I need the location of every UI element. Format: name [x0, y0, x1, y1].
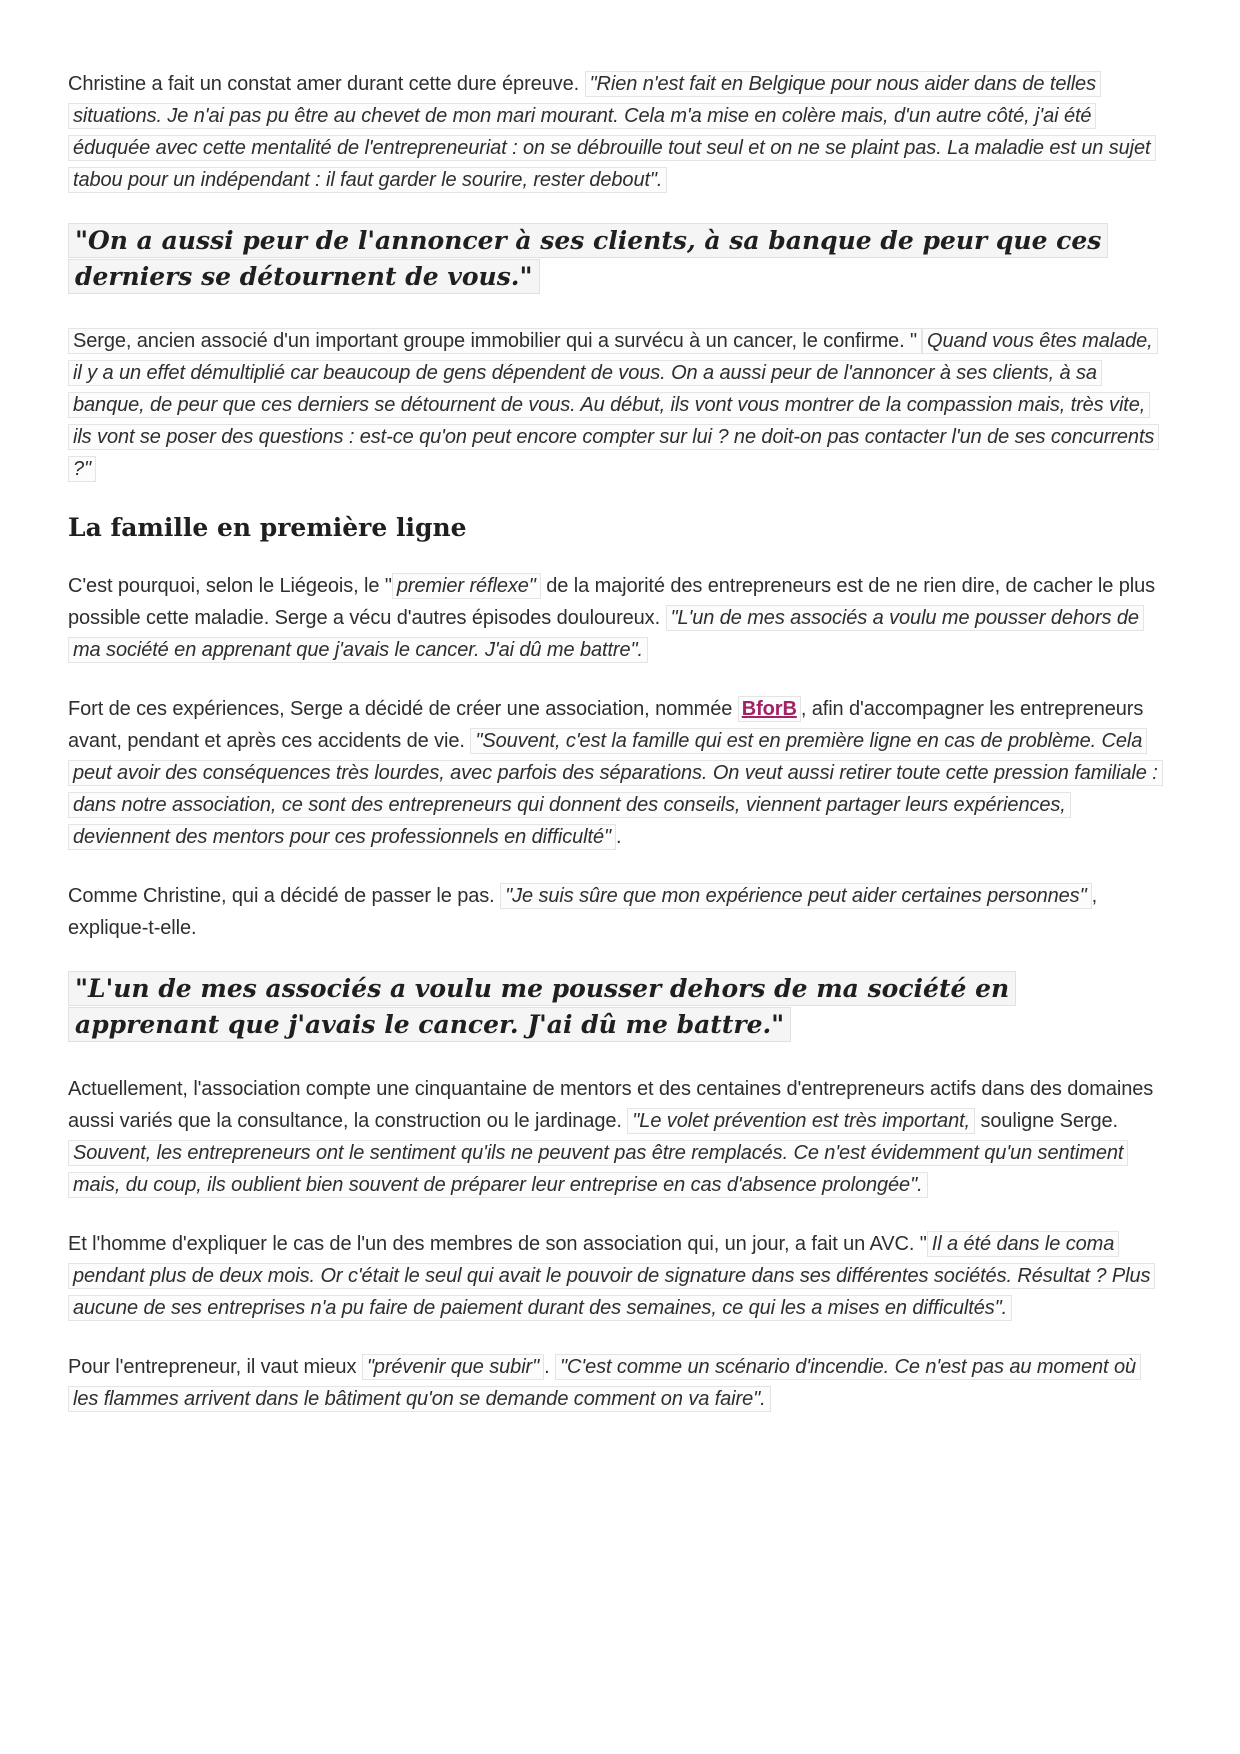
text-segment-quote-italic: "Le volet prévention est très important, [627, 1108, 975, 1134]
text-segment-plain: Actuellement, l'association compte une cinquantaine de mentors et des centaines d'entrepreneurs actifs dans des domaines aussi variés que la consultance, la construction ou le jardinage. [68, 1078, 1154, 1132]
bforb-link[interactable]: BforB [738, 696, 801, 722]
text-segment-quote-italic: Souvent, les entrepreneurs ont le sentiment qu'ils ne peuvent pas être remplacés. Ce n'est évidemment qu'un sentiment mais, du coup, ils oublient bien souvent de préparer leur entreprise en cas d'absence prolongée". [68, 1140, 1128, 1198]
text-segment-plain: , afin d'accompagner les entrepreneurs avant, pendant et après ces accidents de vie. [68, 698, 1144, 752]
text-segment-plain: . [544, 1356, 556, 1378]
paragraph [68, 693, 1158, 853]
article-body [68, 68, 1158, 1415]
text-segment-plain: Fort de ces expériences, Serge a décidé de créer une association, nommée [68, 698, 738, 720]
text-segment-quote-italic: "prévenir que subir" [362, 1354, 544, 1380]
text-segment-heading-plain: La famille en première ligne [68, 513, 467, 542]
paragraph [68, 1228, 1158, 1324]
paragraph [68, 325, 1158, 485]
section-heading [68, 512, 1158, 544]
text-segment-quote-italic: "Souvent, c'est la famille qui est en première ligne en cas de problème. Cela peut avoir des conséquences très lourdes, avec parfois des séparations. On veut aussi retirer toute cette pression familiale : dans notre association, ce sont des entrepreneurs qui donnent des conseils, viennent partager leurs expériences, deviennent des mentors pour ces professionnels en difficulté" [68, 728, 1163, 850]
text-segment-quote-italic: Quand vous êtes malade, il y a un effet démultiplié car beaucoup de gens dépendent de vous. On a aussi peur de l'annoncer à ses clients, à sa banque, de peur que ces derniers se détournent de vous. Au début, ils vont vous montrer de la compassion mais, très vite, ils vont se poser des questions : est-ce qu'on peut encore compter sur lui ? ne doit-on pas contacter l'un de ses concurrents ?" [68, 328, 1159, 482]
text-segment-plain: . [615, 826, 622, 848]
paragraph [68, 68, 1158, 196]
text-segment-quote-italic: "C'est comme un scénario d'incendie. Ce n'est pas au moment où les flammes arrivent dans le bâtiment qu'on se demande comment on va faire". [68, 1354, 1141, 1412]
text-segment-plain: Comme Christine, qui a décidé de passer le pas. [68, 885, 501, 907]
text-segment-quote-italic: "L'un de mes associés a voulu me pousser dehors de ma société en apprenant que j'avais le cancer. J'ai dû me battre". [68, 605, 1144, 663]
text-segment-quote-italic: premier réflexe" [392, 573, 541, 599]
paragraph [68, 1073, 1158, 1201]
pull-quote-heading [68, 223, 1158, 295]
text-segment-plain: , explique-t-elle. [68, 885, 1098, 939]
text-segment-quote-italic: "Rien n'est fait en Belgique pour nous aider dans de telles situations. Je n'ai pas pu être au chevet de mon mari mourant. Cela m'a mise en colère mais, d'un autre côté, j'ai été éduquée avec cette mentalité de l'entrepreneuriat : on se débrouille tout seul et on ne se plaint pas. La maladie est un sujet tabou pour un indépendant : il faut garder le sourire, rester debout". [68, 71, 1156, 193]
text-segment-heading: "L'un de mes associés a voulu me pousser dehors de ma société en apprenant que j'avais le cancer. J'ai dû me battre." [68, 971, 1016, 1042]
text-segment-plain: Et l'homme d'expliquer le cas de l'un des membres de son association qui, un jour, a fait un AVC. " [68, 1233, 927, 1255]
pull-quote-heading [68, 971, 1158, 1043]
text-segment-heading: "On a aussi peur de l'annoncer à ses clients, à sa banque de peur que ces derniers se détournent de vous." [68, 223, 1108, 294]
text-segment-plain: de la majorité des entrepreneurs est de ne rien dire, de cacher le plus possible cette maladie. Serge a vécu d'autres épisodes douloureux. [68, 575, 1156, 629]
paragraph [68, 570, 1158, 666]
paragraph [68, 1351, 1158, 1415]
text-segment-quote-italic: Il a été dans le coma pendant plus de deux mois. Or c'était le seul qui avait le pouvoir de signature dans ses différentes sociétés. Résultat ? Plus aucune de ses entreprises n'a pu faire de paiement durant des semaines, ce qui les a mises en difficultés". [68, 1231, 1155, 1321]
paragraph [68, 880, 1158, 944]
text-segment-quote: Serge, ancien associé d'un important groupe immobilier qui a survécu à un cancer, le confirme. " [68, 328, 922, 354]
text-segment-plain: souligne Serge. [975, 1110, 1118, 1132]
text-segment-plain: C'est pourquoi, selon le Liégeois, le " [68, 575, 392, 597]
text-segment-quote-italic: "Je suis sûre que mon expérience peut aider certaines personnes" [500, 883, 1091, 909]
text-segment-plain: Pour l'entrepreneur, il vaut mieux [68, 1356, 362, 1378]
text-segment-plain: Christine a fait un constat amer durant cette dure épreuve. [68, 73, 585, 95]
